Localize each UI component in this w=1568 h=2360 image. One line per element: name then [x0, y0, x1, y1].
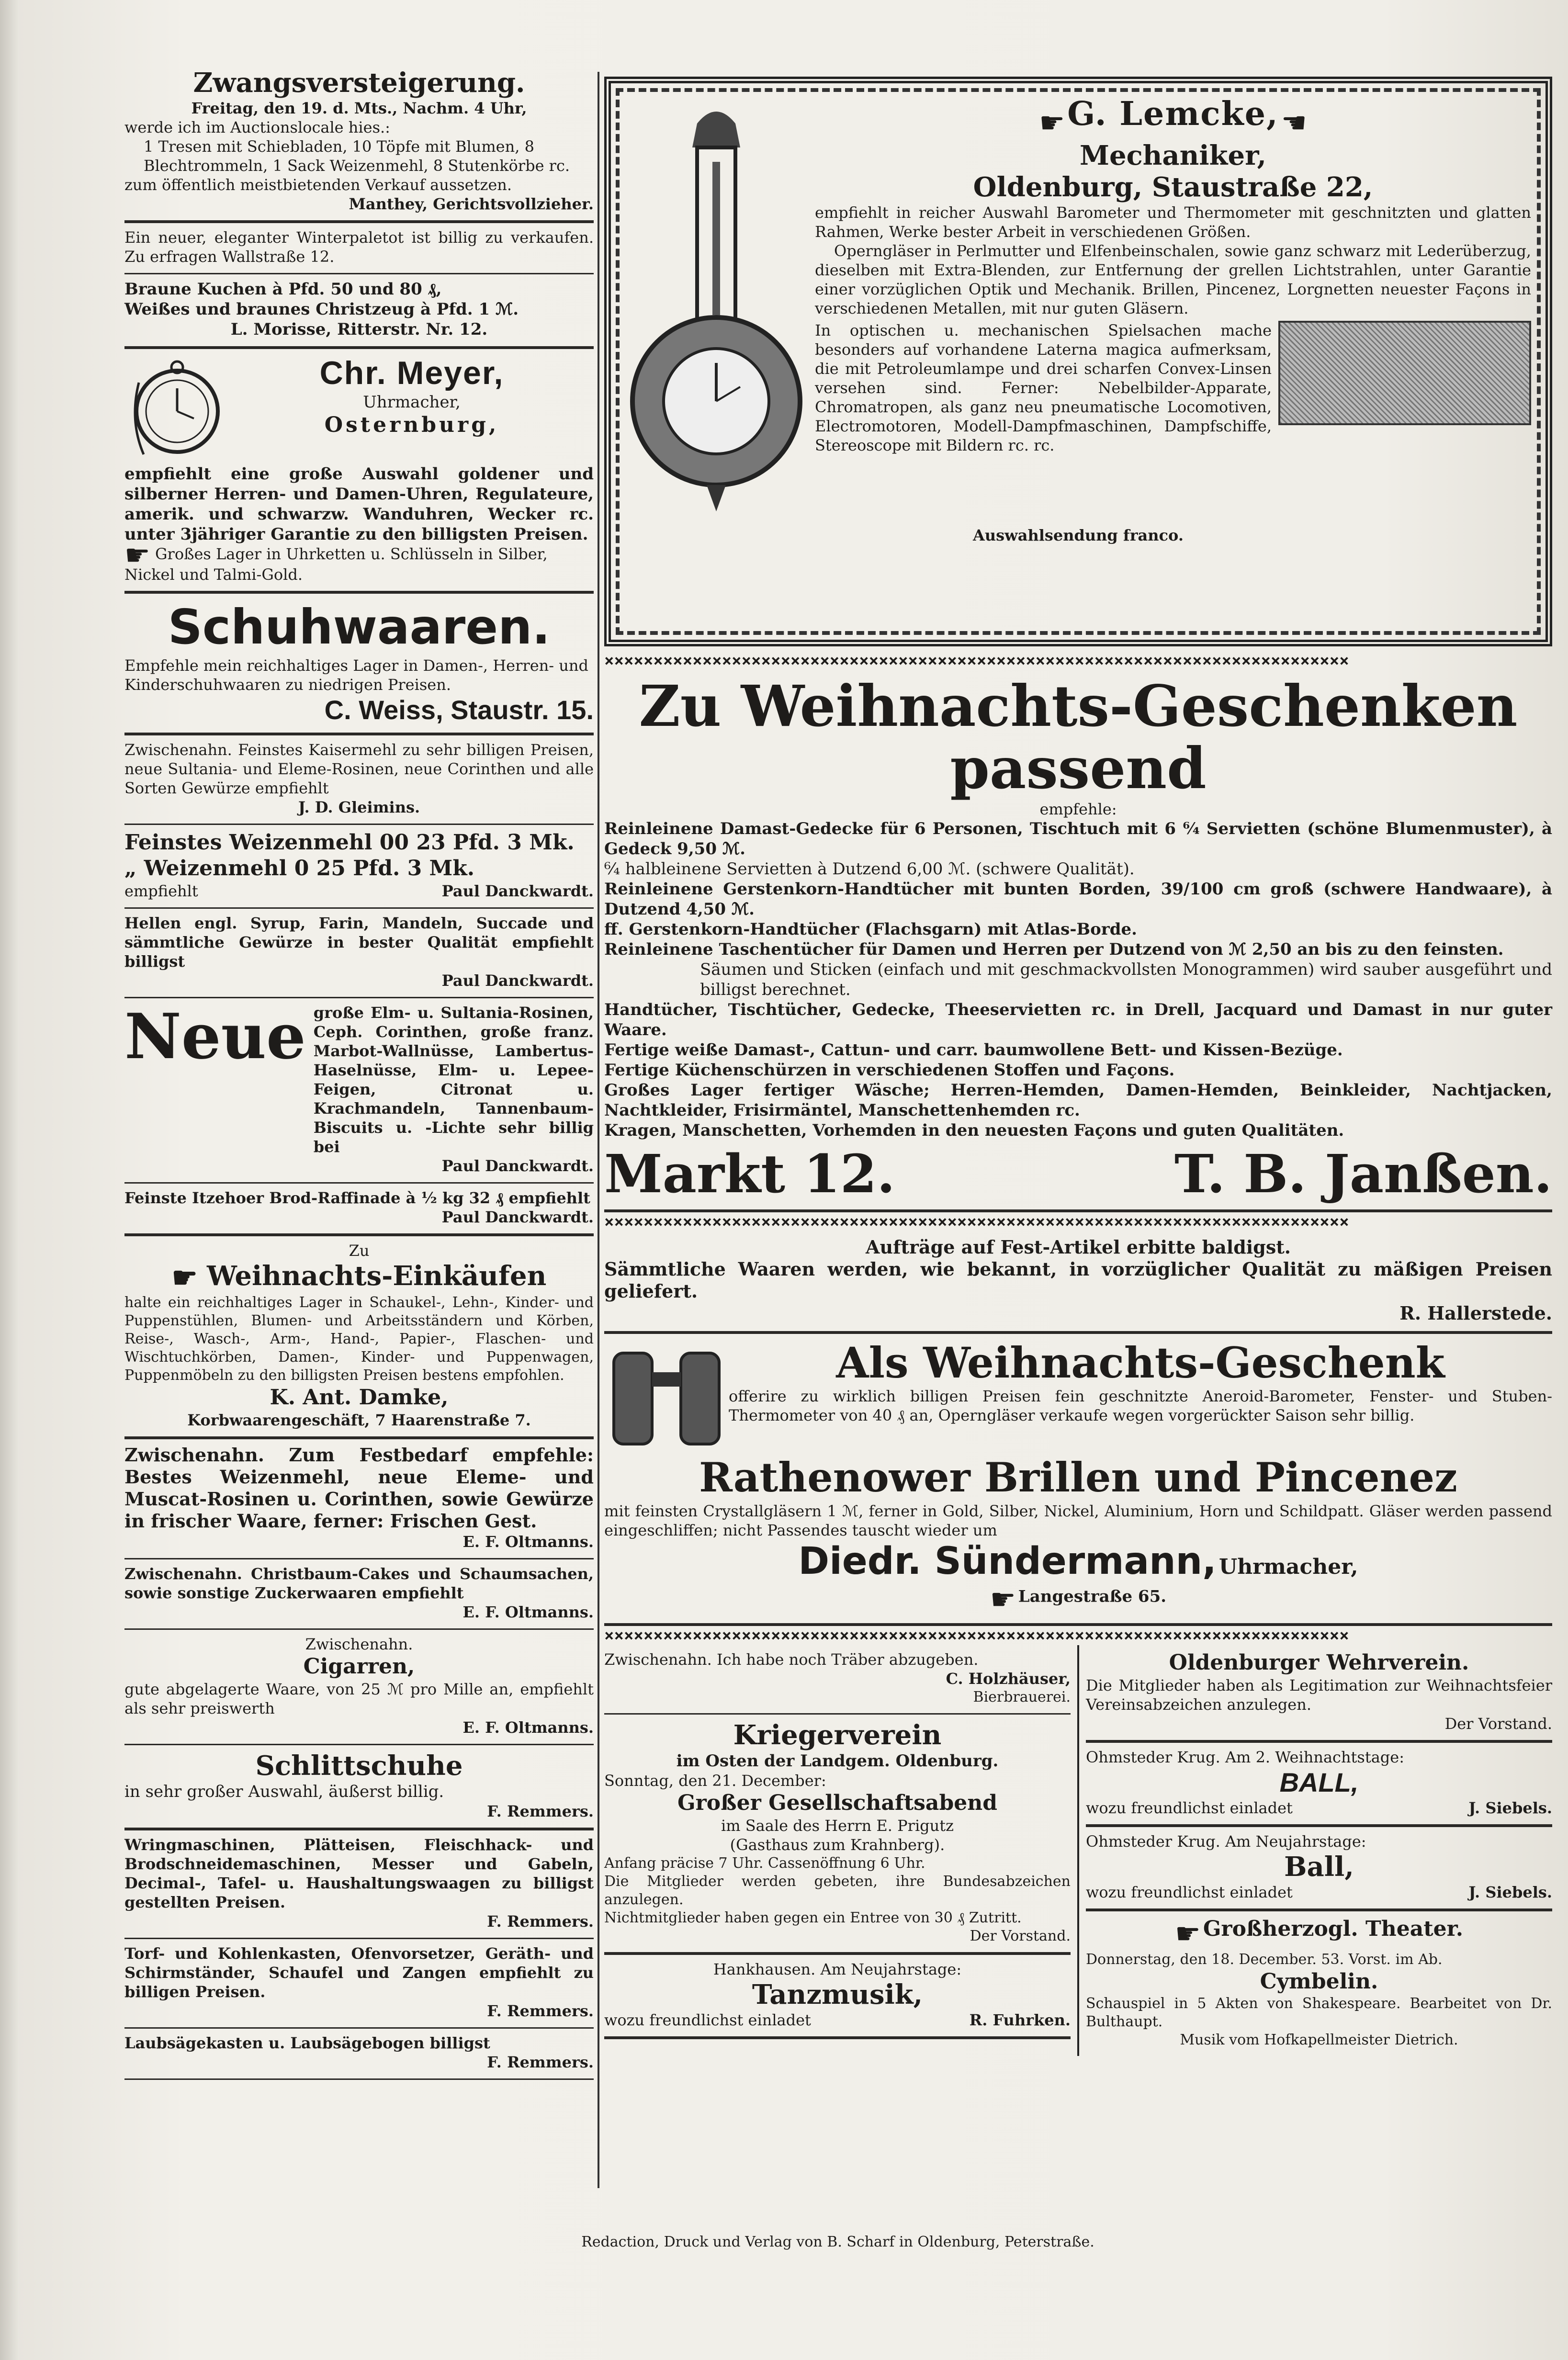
signer: F. Remmers. — [487, 1802, 594, 1820]
signer: R. Fuhrken. — [969, 2011, 1071, 2029]
left-column — [124, 62, 594, 2080]
pointing-hand-left-icon: ☚ — [1281, 106, 1307, 140]
pocket-watch-icon — [124, 354, 230, 464]
ad-janssen: Zu Weihnachts-Geschenken passend empfehle: Reinleinene Damast-Gedecke für 6 Personen, Tischtuch mit 6 ⁶⁄₄ Servietten (schöne Blumenmuster), à Gedeck 9,50 ℳ. ⁶⁄₄ halbleinene Servietten à Dutzend 6,00 ℳ. (schwere Qualität). Reinleinene Gerstenkorn-Handtücher mit bunten Borden, 39/100 cm groß (schwere Handwaare), à Dutzend 4,50 ℳ. ff. Gerstenkorn-Handtücher (Flachsgarn) mit Atlas-Borde. Reinleinene Taschentücher für Damen und Herren per Dutzend von ℳ 2,50 an bis zu den feinsten. Säumen und Sticken (einfach und mit geschmackvollsten Monogrammen) wird sauber ausgeführt und billigst berechnet. Handtücher, Tischtücher, Gedecke, Theeservietten rc. in Drell, Jacquard und Damast in nur guter Waare. Fertige weiße Damast-, Cattun- und carr. baumwollene Bett- und Kissen-Bezüge. Fertige Küchenschürzen in verschiedenen Stoffen und Façons. Großes Lager fertiger Wäsche; Herren-Hemden, Damen-Hemden, Beinkleider, Nachtjacken, Nachtkleider, Frisirmäntel, Manschettenhemden rc. Kragen, Manschetten, Vorhemden in den neuesten Façons und guten Qualitäten. Markt 12. T. B. Janßen. — [604, 670, 1552, 1212]
cross-border: ×××××××××××××××××××××××××××××××××××××××××××××××××××××××××××××××××××××××××××× — [604, 1626, 1349, 1645]
signer: F. Remmers. — [487, 2001, 594, 2020]
signer: Manthey, Gerichtsvollzieher. — [349, 195, 594, 213]
column-divider — [598, 72, 599, 2188]
signer: C. Holzhäuser, — [946, 1670, 1071, 1688]
ad-oltmanns-cakes: Zwischenahn. Christbaum-Cakes und Schaumsachen, sowie sonstige Zuckerwaaren empfiehlt E. F. Oltmanns. — [124, 1559, 594, 1630]
ad-schlittschuhe: Schlittschuhe in sehr großer Auswahl, äußerst billig. F. Remmers. — [124, 1745, 594, 1830]
signer: E. F. Oltmanns. — [463, 1718, 594, 1737]
ad-wehrverein: Oldenburger Wehrverein. Die Mitglieder haben als Legitimation zur Weihnachtsfeier Vereinsabzeichen anzulegen. Der Vorstand. — [1086, 1645, 1552, 1743]
signer: Paul Danckwardt. — [441, 881, 594, 900]
small-ads-grid — [604, 1645, 1552, 2056]
signer: K. Ant. Damke, — [270, 1385, 449, 1410]
signer: Paul Danckwardt. — [441, 971, 594, 990]
signer: Der Vorstand. — [970, 1928, 1071, 1944]
ad-oltmanns-mehl: Zwischenahn. Zum Festbedarf empfehle: Bestes Weizenmehl, neue Eleme- und Muscat-Rosinen u. Corinthen, sowie Gewürze in frischer Waare, ferner: Frischen Gest. E. F. Oltmanns. — [124, 1439, 594, 1559]
shop-name: Chr. Meyer, — [319, 355, 504, 391]
ad-hallerstede: Aufträge auf Fest-Artikel erbitte baldigst. Sämmtliche Waaren werden, wie bekannt, in vorzüglicher Qualität zu mäßigen Preisen geliefert. R. Hallerstede. — [604, 1231, 1552, 1334]
ad-paletot: Ein neuer, eleganter Winterpaletot ist billig zu verkaufen. Zu erfragen Wallstraße 12. — [124, 223, 594, 274]
ad-torfkasten: Torf- und Kohlenkasten, Ofenvorsetzer, Geräth- und Schirmständer, Schaufel und Zangen empfiehlt zu billigen Preisen. F. Remmers. — [124, 1939, 594, 2029]
ad-damke: Zu ☛ Weihnachts-Einkäufen halte ein reichhaltiges Lager in Schaukel-, Lehn-, Kinder- und Puppenstühlen, Blumen- und Arbeitsständern und Körben, Reise-, Wasch-, Arm-, Hand-, Papier-, Flaschen- und Wischtuchkörben, Damen-, Kinder- und Puppenwagen, Puppenmöbeln zu den billigsten Preisen bestens empfohlen. K. Ant. Damke, Korbwaarengeschäft, 7 Haarenstraße 7. — [124, 1236, 594, 1439]
signer: Paul Danckwardt. — [441, 1208, 594, 1226]
ad-laubsaege: Laubsägekasten u. Laubsägebogen billigst F. Remmers. — [124, 2029, 594, 2080]
signer: C. Weiss, Staustr. 15. — [324, 694, 594, 725]
ad-suendermann: Als Weihnachts-Geschenk offerire zu wirklich billigen Preisen fein geschnitzte Aneroid-Barometer, Fenster- und Stuben-Thermometer von 40 ₰ an, Operngläser verkaufe wegen vorgerückter Saison sehr billig. Rathenower Brillen und Pincenez mit feinsten Crystallgläsern 1 ℳ, ferner in Gold, Silber, Nickel, Aluminium, Horn und Schildpatt. Gläser werden passend eingeschliffen; nicht Passendes tauscht wieder um Diedr. Sündermann, Uhrmacher, ☛ Langestraße 65. — [604, 1334, 1552, 1626]
ad-cigarren: Zwischenahn. Cigarren, gute abgelagerte Waare, von 25 ℳ pro Mille an, empfiehlt als sehr preiswerth E. F. Oltmanns. — [124, 1630, 594, 1745]
signer: E. F. Oltmanns. — [463, 1532, 594, 1551]
laterna-magica-illustration — [1278, 321, 1531, 425]
pointing-hand-icon: ☛ — [124, 538, 150, 572]
signer: J. Siebels. — [1468, 1799, 1552, 1817]
ad-zwangsversteigerung: Zwangsversteigerung. Freitag, den 19. d. Mts., Nachm. 4 Uhr, werde ich im Auctionslocale hies.: 1 Tresen mit Schiebladen, 10 Töpfe mit Blumen, 8 Blechtrommeln, 1 Sack Weizenmehl, 8 Stutenkörbe rc. zum öffentlich meistbietenden Verkauf aussetzen. Manthey, Gerichtsvollzieher. — [124, 62, 594, 223]
right-column — [604, 77, 1552, 2056]
signer: R. Hallerstede. — [1399, 1302, 1552, 1324]
ad-theater: ☛ Großherzogl. Theater. Donnerstag, den 18. December. 53. Vorst. im Ab. Cymbelin. Schauspiel in 5 Akten von Shakespeare. Bearbeitet von Dr. Bulthaupt. Musik vom Hofkapellmeister Dietrich. — [1086, 1917, 1552, 2048]
ad-tanzmusik: Hankhausen. Am Neujahrstage: Tanzmusik, wozu freundlichst einladet R. Fuhrken. — [604, 1955, 1071, 2039]
ad-ball-weihnacht: Ohmsteder Krug. Am 2. Weihnachtstage: BALL, wozu freundlichst einladet J. Siebels. — [1086, 1743, 1552, 1827]
pointing-hand-right-icon: ☛ — [1039, 106, 1065, 140]
pointing-hand-icon: ☛ — [1174, 1917, 1201, 1951]
ad-lemcke: ☛ G. Lemcke, ☚ Mechaniker, Oldenburg, Staustraße 22, empfiehlt in reicher Auswahl Barometer und Thermometer mit geschnitzten und glatten Rahmen, Werke bester Arbeit in verschiedenen Größen. Operngläser in Perlmutter und Elfenbeinschalen, sowie ganz schwarz mit Lederüberzug, dieselben mit Extra-Blenden, zur Entfernung der grellen Lichtstrahlen, unter Garantie einer vorzüglichen Optik und Mechanik. Brillen, Pincenez, Lorgnetten neuester Façons in verschiedenen Metallen, mit nur guten Gläsern. In optischen u. mechanischen Spielsachen mache besonders auf vorhandene Laterna magica aufmerksam, die mit Petroleumlampe und drei scharfen Convex-Linsen versehen sind. Ferner: Nebelbilder-Apparate, Chromatropen, als ganz neu pneumatische Locomotiven, Electromotoren, Modell-Dampfmaschinen, Dampfschiffe, Stereoscope mit Bildern rc. rc. Auswahlsendung franco. — [604, 77, 1552, 646]
signer: F. Remmers. — [487, 2053, 594, 2071]
ad-raffinade: Feinste Itzehoer Brod-Raffinade à ½ kg 32 ₰ empfiehlt Paul Danckwardt. — [124, 1184, 594, 1236]
ad-gleimins: Zwischenahn. Feinstes Kaisermehl zu sehr billigen Preisen, neue Sultania- und Eleme-Rosinen, neue Corinthen und alle Sorten Gewürze empfiehlt J. D. Gleimins. — [124, 735, 594, 825]
ad-traeber: Zwischenahn. Ich habe noch Träber abzugeben. C. Holzhäuser, Bierbrauerei. — [604, 1645, 1071, 1715]
ad-syrup: Hellen engl. Syrup, Farin, Mandeln, Succade und sämmtliche Gewürze in bester Qualität empfiehlt billigst Paul Danckwardt. — [124, 909, 594, 998]
shop-name: G. Lemcke, — [1067, 95, 1279, 133]
ad-ball-neujahr: Ohmsteder Krug. Am Neujahrstage: Ball, wozu freundlichst einladet J. Siebels. — [1086, 1827, 1552, 1911]
ad-wringmaschinen: Wringmaschinen, Plätteisen, Fleischhack- und Brodschneidemaschinen, Messer und Gabeln, Decimal-, Tafel- u. Haushaltungswaagen zu billigst gestellten Preisen. F. Remmers. — [124, 1830, 594, 1939]
binding-shadow — [0, 0, 19, 2360]
signer: F. Remmers. — [487, 1912, 594, 1931]
signer: Diedr. Sündermann, — [798, 1540, 1217, 1583]
ad-meyer: Chr. Meyer, Uhrmacher, Osternburg, empfiehlt eine große Auswahl goldener und silberner Herren- und Damen-Uhren, Regulateure, amerik. und schwarzw. Wanduhren, Wecker rc. unter 3jähriger Garantie zu den billigsten Preisen. ☛ Großes Lager in Uhrketten u. Schlüsseln in Silber, Nickel und Talmi-Gold. — [124, 349, 594, 594]
barometer-icon — [625, 95, 807, 526]
imprint-footer: Redaction, Druck und Verlag von B. Scharf in Oldenburg, Peterstraße. — [581, 2234, 1094, 2250]
cross-border: ×××××××××××××××××××××××××××××××××××××××××××××××××××××××××××××××××××××××××××× — [604, 651, 1349, 670]
pointing-hand-icon: ☛ — [990, 1583, 1016, 1616]
signer: E. F. Oltmanns. — [463, 1603, 594, 1621]
ad-title: Zwangsversteigerung. — [193, 67, 525, 99]
signer: Paul Danckwardt. — [441, 1156, 594, 1175]
ad-kriegerverein: Kriegerverein im Osten der Landgem. Oldenburg. Sonntag, den 21. December: Großer Gesellschaftsabend im Saale des Herrn E. Prigutz (Gasthaus zum Krahnberg). Anfang präcise 7 Uhr. Cassenöffnung 6 Uhr. Die Mitglieder werden gebeten, ihre Bundesabzeichen anzulegen. Nichtmitglieder haben gegen ein Entree von 30 ₰ Zutritt. Der Vorstand. — [604, 1715, 1071, 1955]
firm-name: T. B. Janßen. — [1174, 1143, 1552, 1205]
ad-kuchen: Braune Kuchen à Pfd. 50 und 80 ₰, Weißes und braunes Christzeug à Pfd. 1 ℳ. L. Morisse, Ritterstr. Nr. 12. — [124, 274, 594, 349]
signer: J. D. Gleimins. — [298, 798, 420, 816]
cross-border: ×××××××××××××××××××××××××××××××××××××××××××××××××××××××××××××××××××××××××××× — [604, 1212, 1349, 1231]
opera-glasses-icon — [604, 1339, 729, 1454]
pointing-hand-icon: ☛ — [171, 1261, 198, 1295]
signer: J. Siebels. — [1468, 1883, 1552, 1901]
signer: Der Vorstand. — [1444, 1715, 1552, 1733]
ad-weizenmehl: Feinstes Weizenmehl 00 23 Pfd. 3 Mk. „ Weizenmehl 0 25 Pfd. 3 Mk. empfiehlt Paul Danckwardt. — [124, 825, 594, 909]
ad-schuhwaaren: Schuhwaaren. Empfehle mein reichhaltiges Lager in Damen-, Herren- und Kinderschuhwaaren zu niedrigen Preisen. C. Weiss, Staustr. 15. — [124, 594, 594, 735]
ad-neue: Neue große Elm- u. Sultania-Rosinen, Ceph. Corinthen, große franz. Marbot-Wallnüsse, Lambertus-Haselnüsse, Elm- u. Lepee-Feigen, Citronat u. Krachmandeln, Tannenbaum-Biscuits u. -Lichte sehr billig bei Paul Danckwardt. — [124, 998, 594, 1184]
